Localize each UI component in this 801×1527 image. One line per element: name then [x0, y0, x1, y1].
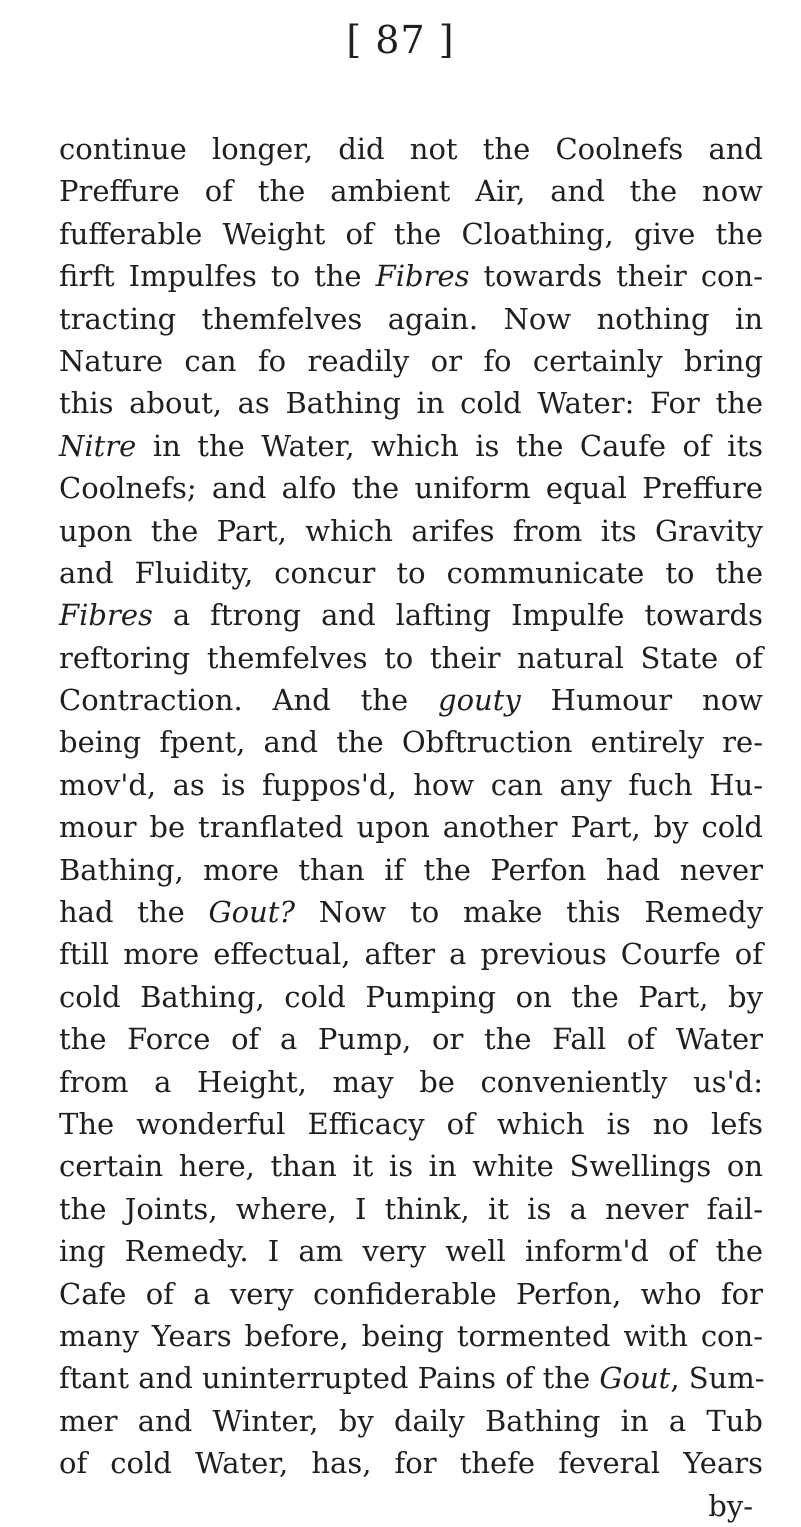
italic-term: Fibres	[59, 598, 153, 633]
italic-term: gouty	[438, 683, 521, 718]
body-text	[59, 128, 763, 1527]
text-line: mour be tranflated upon another Part, by cold	[59, 810, 763, 845]
text-line: Nature can fo readily or fo certainly bring	[59, 343, 763, 378]
text-line: and Fluidity, concur to communicate to the	[59, 555, 763, 590]
text-line: Fibres a ftrong and lafting Impulfe towards	[59, 598, 763, 633]
text-line: the Joints, where, I think, it is a never fail-	[59, 1191, 763, 1226]
italic-term: Nitre	[59, 428, 137, 463]
text-line: had the Gout? Now to make this Remedy	[59, 895, 764, 930]
text-line: this about, as Bathing in cold Water: For the	[59, 386, 763, 421]
text-line: reftoring themfelves to their natural State of	[59, 640, 763, 675]
text-line: from a Height, may be conveniently us'd:	[59, 1064, 763, 1099]
text-line: certain here, than it is in white Swellings on	[59, 1149, 763, 1184]
text-line: mer and Winter, by daily Bathing in a Tub	[59, 1403, 763, 1438]
page-number: [ 87 ]	[346, 18, 455, 62]
text-line: The wonderful Efficacy of which is no lefs	[59, 1106, 763, 1141]
text-line: ftant and uninterrupted Pains of the Gout, Sum-	[59, 1361, 765, 1396]
text-line: Nitre in the Water, which is the Caufe of its	[59, 428, 763, 463]
text-line: ftill more effectual, after a previous Courfe of	[59, 937, 763, 972]
text-line: cold Bathing, cold Pumping on the Part, by	[59, 979, 763, 1014]
italic-term: Gout	[599, 1361, 671, 1396]
text-line: Preffure of the ambient Air, and the now	[59, 174, 763, 209]
text-line: many Years before, being tormented with con-	[59, 1318, 763, 1353]
text-line: firft Impulfes to the Fibres towards their con-	[59, 259, 763, 294]
text-line: of cold Water, has, for thefe feveral Years	[59, 1446, 763, 1481]
text-line: Coolnefs; and alfo the uniform equal Preffure	[59, 471, 763, 506]
text-line: Bathing, more than if the Perfon had never	[59, 852, 763, 887]
text-line: mov'd, as is fuppos'd, how can any fuch Hu-	[59, 767, 763, 802]
text-line: fufferable Weight of the Cloathing, give the	[59, 216, 763, 251]
text-line: continue longer, did not the Coolnefs and	[59, 132, 763, 166]
italic-term: Fibres	[375, 259, 470, 294]
text-line: upon the Part, which arifes from its Gravity	[59, 513, 763, 548]
text-line: being fpent, and the Obftruction entirely re-	[59, 725, 763, 760]
text-line: Contraction. And the gouty Humour now	[59, 683, 763, 718]
catchword: by-	[708, 1488, 753, 1523]
italic-term: Gout?	[208, 895, 295, 930]
text-line: ing Remedy. I am very well inform'd of the	[59, 1234, 763, 1269]
text-line: tracting themfelves again. Now nothing in	[59, 301, 763, 336]
text-line: Cafe of a very confiderable Perfon, who for	[59, 1276, 763, 1311]
text-line: the Force of a Pump, or the Fall of Water	[59, 1022, 763, 1057]
